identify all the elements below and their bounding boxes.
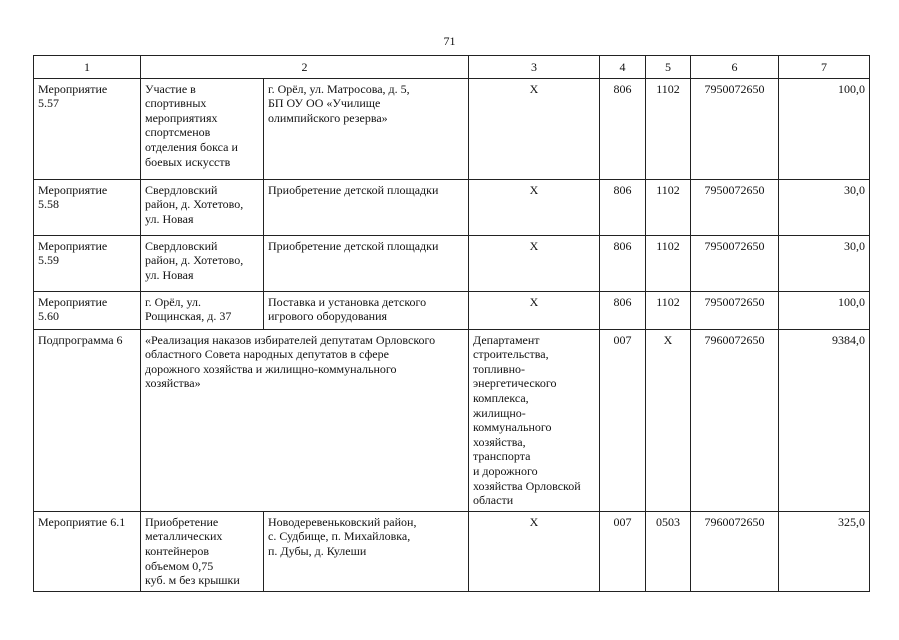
page-number: 71 bbox=[443, 34, 456, 48]
code-cell: 806 bbox=[600, 78, 646, 179]
header-row bbox=[34, 56, 870, 79]
activity-location: Свердловский район, д. Хотетово, ул. Новая bbox=[141, 235, 264, 291]
responsible-cell: Х bbox=[469, 291, 600, 329]
target-article-cell: 7950072650 bbox=[691, 179, 779, 235]
activity-name: Мероприятие 6.1 bbox=[34, 511, 141, 591]
code-cell: 806 bbox=[600, 291, 646, 329]
amount-cell: 9384,0 bbox=[779, 329, 870, 511]
section-cell: 1102 bbox=[646, 179, 691, 235]
section-cell: 1102 bbox=[646, 235, 691, 291]
code-cell: 007 bbox=[600, 329, 646, 511]
code-cell: 806 bbox=[600, 235, 646, 291]
responsible-cell: Х bbox=[469, 235, 600, 291]
amount-cell: 30,0 bbox=[779, 179, 870, 235]
table-row bbox=[34, 78, 870, 179]
activity-description: Участие в спортивных мероприятиях спортсменов отделения бокса и боевых искусств bbox=[141, 78, 264, 179]
budget-table bbox=[33, 55, 870, 592]
activity-location: Свердловский район, д. Хотетово, ул. Новая bbox=[141, 179, 264, 235]
table-row bbox=[34, 291, 870, 329]
target-article-cell: 7950072650 bbox=[691, 291, 779, 329]
table-row bbox=[34, 511, 870, 591]
header-col-6: 6 bbox=[691, 56, 779, 79]
code-cell: 007 bbox=[600, 511, 646, 591]
header-col-5: 5 bbox=[646, 56, 691, 79]
target-article-cell: 7960072650 bbox=[691, 511, 779, 591]
target-article-cell: 7960072650 bbox=[691, 329, 779, 511]
header-col-4: 4 bbox=[600, 56, 646, 79]
section-cell: 1102 bbox=[646, 291, 691, 329]
activity-description: Приобретение металлических контейнеров объемом 0,75 куб. м без крышки bbox=[141, 511, 264, 591]
target-article-cell: 7950072650 bbox=[691, 78, 779, 179]
activity-description: Поставка и установка детского игрового оборудования bbox=[264, 291, 469, 329]
activity-location: г. Орёл, ул. Рощинская, д. 37 bbox=[141, 291, 264, 329]
responsible-cell: Х bbox=[469, 511, 600, 591]
subprogram-name: Подпрограмма 6 bbox=[34, 329, 141, 511]
header-col-1: 1 bbox=[34, 56, 141, 79]
activity-name: Мероприятие 5.57 bbox=[34, 78, 141, 179]
activity-description: Приобретение детской площадки bbox=[264, 179, 469, 235]
activity-description: Приобретение детской площадки bbox=[264, 235, 469, 291]
amount-cell: 30,0 bbox=[779, 235, 870, 291]
section-cell: 1102 bbox=[646, 78, 691, 179]
responsible-cell: Х bbox=[469, 179, 600, 235]
table-row bbox=[34, 235, 870, 291]
activity-location: Новодеревеньковский район, с. Судбище, п. Михайловка, п. Дубы, д. Кулеши bbox=[264, 511, 469, 591]
amount-cell: 100,0 bbox=[779, 78, 870, 179]
section-cell: 0503 bbox=[646, 511, 691, 591]
table-row bbox=[34, 179, 870, 235]
activity-name: Мероприятие 5.58 bbox=[34, 179, 141, 235]
responsible-cell: Х bbox=[469, 78, 600, 179]
responsible-department: Департамент строительства, топливно- энергетического комплекса, жилищно- коммунального хозяйства, транспорта и дорожного хозяйства Орловской области bbox=[469, 329, 600, 511]
subprogram-row bbox=[34, 329, 870, 511]
activity-name: Мероприятие 5.60 bbox=[34, 291, 141, 329]
amount-cell: 325,0 bbox=[779, 511, 870, 591]
activity-name: Мероприятие 5.59 bbox=[34, 235, 141, 291]
header-col-2: 2 bbox=[141, 56, 469, 79]
header-col-3: 3 bbox=[469, 56, 600, 79]
header-col-7: 7 bbox=[779, 56, 870, 79]
target-article-cell: 7950072650 bbox=[691, 235, 779, 291]
activity-location: г. Орёл, ул. Матросова, д. 5, БП ОУ ОО «Училище олимпийского резерва» bbox=[264, 78, 469, 179]
code-cell: 806 bbox=[600, 179, 646, 235]
amount-cell: 100,0 bbox=[779, 291, 870, 329]
subprogram-title: «Реализация наказов избирателей депутатам Орловского областного Совета народных депутатов в сфере дорожного хозяйства и жилищно-коммунального хозяйства» bbox=[141, 329, 469, 511]
section-cell: Х bbox=[646, 329, 691, 511]
